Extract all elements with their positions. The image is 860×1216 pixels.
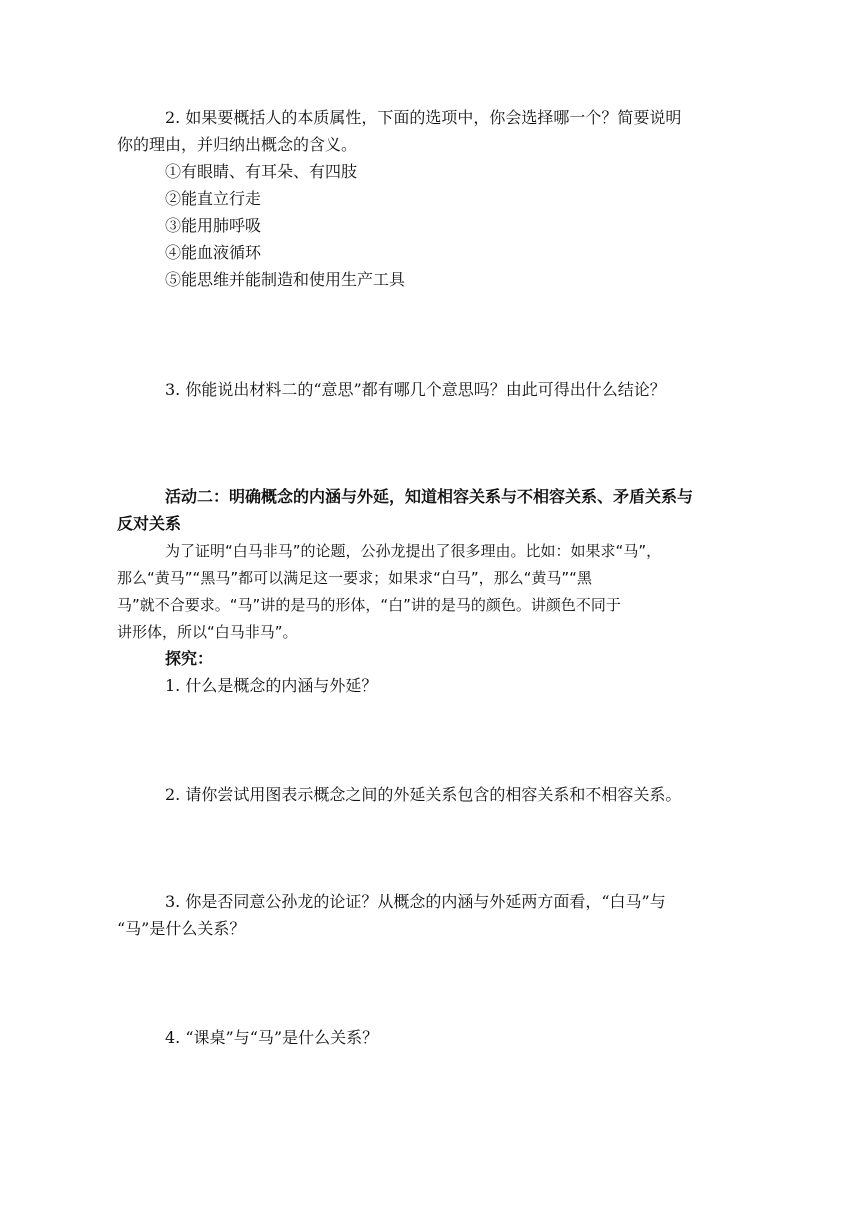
explore-question-1: 1. 什么是概念的内涵与外延？: [165, 676, 378, 695]
option-4: ④能血液循环: [165, 243, 262, 262]
material-line-1: 为了证明“白马非马”的论题，公孙龙提出了很多理由。比如：如果求“马”，: [165, 542, 662, 560]
material-line-2: 那么“黄马”“黑马”都可以满足这一要求；如果求“白马”，那么“黄马”“黑: [117, 569, 592, 587]
option-2: ②能直立行走: [165, 189, 262, 208]
question-3: 3. 你能说出材料二的“意思”都有哪几个意思吗？由此可得出什么结论？: [165, 380, 666, 399]
explore-question-4: 4. “课桌”与“马”是什么关系？: [165, 1028, 379, 1047]
activity-2-title-line-2: 反对关系: [117, 514, 182, 533]
activity-2-title-line-1: 活动二：明确概念的内涵与外延，知道相容关系与不相容关系、矛盾关系与: [165, 487, 694, 506]
explore-question-2: 2. 请你尝试用图表示概念之间的外延关系包含的相容关系和不相容关系。: [165, 785, 682, 804]
option-1: ①有眼睛、有耳朵、有四肢: [165, 162, 358, 181]
option-3: ③能用肺呼吸: [165, 216, 262, 235]
question-2-line-1: 2. 如果要概括人的本质属性，下面的选项中，你会选择哪一个？简要说明: [165, 108, 682, 127]
question-2-line-2: 你的理由，并归纳出概念的含义。: [117, 135, 358, 154]
explore-label: 探究：: [165, 649, 214, 668]
option-5: ⑤能思维并能制造和使用生产工具: [165, 270, 406, 289]
material-line-4: 讲形体，所以“白马非马”。: [117, 623, 298, 641]
explore-question-3-line-1: 3. 你是否同意公孙龙的论证？从概念的内涵与外延两方面看，“白马”与: [165, 892, 666, 911]
material-line-3: 马”就不合要求。“马”讲的是马的形体，“白”讲的是马的颜色。讲颜色不同于: [117, 596, 621, 614]
explore-question-3-line-2: “马”是什么关系？: [117, 919, 246, 938]
